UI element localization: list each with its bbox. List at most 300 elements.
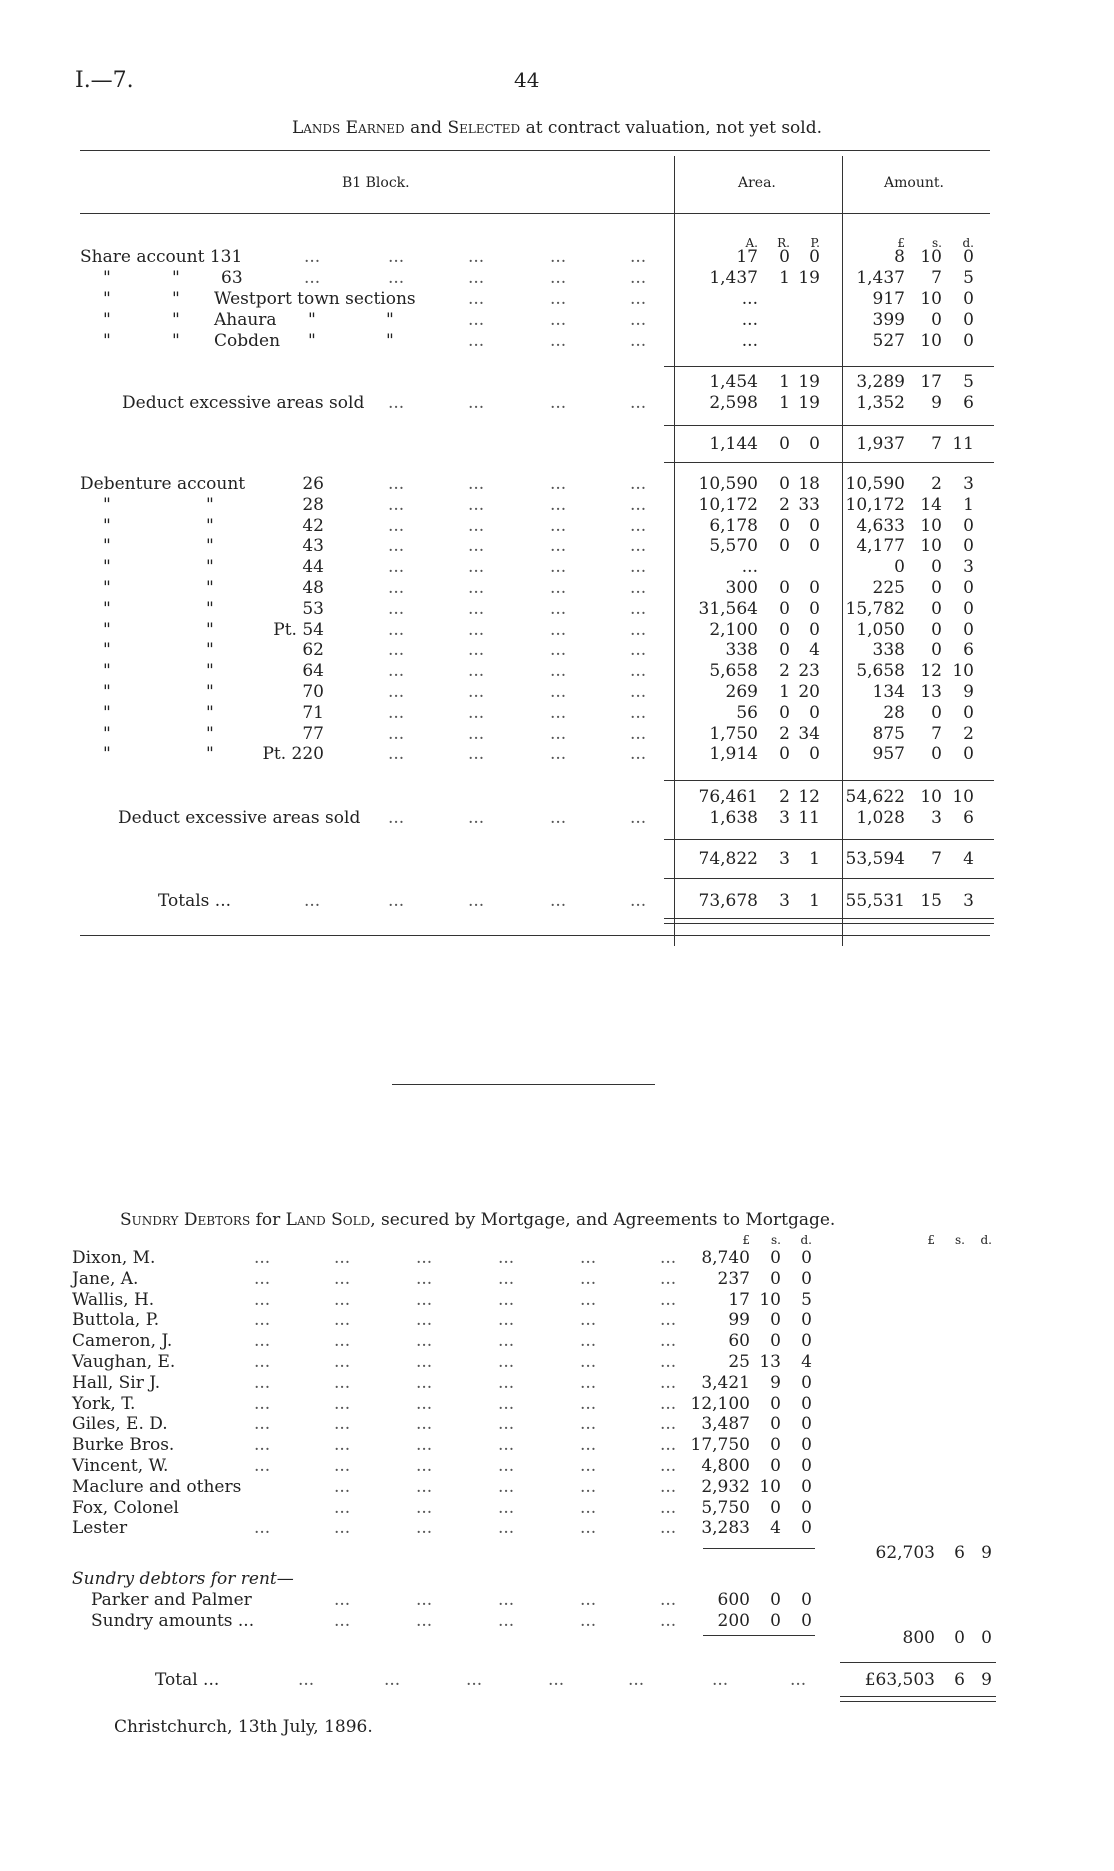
debtor-name: York, T. [72,1394,136,1414]
leader-dots: ... [498,1248,515,1268]
area-cell: 0 [809,599,820,619]
amount-cell: 917 [872,289,905,309]
account-number: 70 [302,682,324,702]
leader-dots: ... [388,891,405,911]
amount-cell: 527 [872,331,905,351]
amount-cell: 0 [963,536,974,556]
leader-dots: ... [580,1310,597,1330]
debtor-amount-cell: 0 [770,1456,781,1476]
ditto-mark: " [103,599,111,619]
leader-dots: ... [468,474,485,494]
leader-dots: ... [550,536,567,556]
title-part: Sundry Debtors [120,1210,251,1230]
area-cell: 0 [809,536,820,556]
leader-dots: ... [388,661,405,681]
grand-total-rule [840,1696,996,1697]
area-cell: 0 [779,744,790,764]
leader-dots: ... [468,640,485,660]
amount-cell: 0 [931,744,942,764]
amount-unit-label: d. [962,236,974,250]
leader-dots: ... [630,703,647,723]
leader-dots: ... [660,1498,677,1518]
area-cell: 0 [779,703,790,723]
debtor-amount-cell: 0 [770,1248,781,1268]
amount-cell: 0 [931,557,942,577]
area-cell: 34 [798,724,820,744]
amount-cell: 4,633 [856,516,905,536]
rent-debtor-name: Parker and Palmer [91,1590,252,1610]
account-number: 71 [302,703,324,723]
amount-cell: 0 [963,289,974,309]
area-cell: 2,598 [709,393,758,413]
ditto-mark: " [103,331,111,351]
debtor-amount-cell: 0 [770,1310,781,1330]
leader-dots: ... [388,268,405,288]
leader-dots: ... [550,495,567,515]
totals-label: Totals ... [158,891,231,911]
debtor-amount-cell: 17 [728,1290,750,1310]
leader-dots: ... [298,1670,315,1690]
leader-dots: ... [498,1352,515,1372]
leader-dots: ... [712,1670,729,1690]
debtor-name: Hall, Sir J. [72,1373,161,1393]
account-number: 62 [302,640,324,660]
account-number: 28 [302,495,324,515]
leader-dots: ... [498,1414,515,1434]
area-cell: 1,638 [709,808,758,828]
amount-cell: 10 [920,247,942,267]
debtor-amount-cell: 0 [801,1518,812,1538]
leader-dots: ... [254,1518,271,1538]
ditto-mark: " [103,289,111,309]
debtor-amount-cell: 0 [801,1269,812,1289]
debtor-name: Fox, Colonel [72,1498,179,1518]
share-row-label: Share account 131 [80,247,243,267]
leader-dots: ... [388,495,405,515]
amount-cell: 2 [931,474,942,494]
area-cell: 12 [798,787,820,807]
debtor-amount-cell: 0 [801,1373,812,1393]
leader-dots: ... [498,1394,515,1414]
leader-dots: ... [630,557,647,577]
leader-dots: ... [468,891,485,911]
amount-cell: 0 [963,516,974,536]
leader-dots: ... [660,1269,677,1289]
area-cell: 3 [779,808,790,828]
leader-dots: ... [550,268,567,288]
debtor-amount-cell: 0 [770,1331,781,1351]
debtor-amount-cell: 10 [759,1290,781,1310]
account-number: Pt. 220 [262,744,324,764]
leader-dots: ... [416,1456,433,1476]
amount-cell: 5,658 [856,661,905,681]
debtor-amount-cell: 4 [770,1518,781,1538]
leader-dots: ... [468,808,485,828]
leader-dots: ... [334,1590,351,1610]
amount-cell: 0 [963,599,974,619]
debtor-amount-cell: 0 [801,1310,812,1330]
amount-cell: 15 [920,891,942,911]
leader-dots: ... [498,1373,515,1393]
grand-total-rule [840,1662,996,1663]
area-unit-label: P. [810,236,820,250]
leader-dots: ... [334,1498,351,1518]
ditto-mark: " [172,289,180,309]
section-separator [392,1084,655,1085]
debtor-amount-cell: 4 [801,1352,812,1372]
debtor-name: Lester [72,1518,128,1538]
debtor-amount-cell: 0 [801,1477,812,1497]
subtotal-rule [664,839,994,840]
leader-dots: ... [304,268,321,288]
table-bottom-rule [80,935,990,936]
area-cell: 0 [779,247,790,267]
amount-cell: 1,028 [856,808,905,828]
leader-dots: ... [550,516,567,536]
leader-dots: ... [550,331,567,351]
leader-dots: ... [388,516,405,536]
leader-dots: ... [550,599,567,619]
ditto-mark: " [103,557,111,577]
leader-dots: ... [550,289,567,309]
leader-dots: ... [630,620,647,640]
total-amount-cell: 0 [954,1628,965,1648]
area-cell: 1 [779,268,790,288]
leader-dots: ... [334,1310,351,1330]
debtor-amount-cell: 0 [801,1248,812,1268]
leader-dots: ... [416,1331,433,1351]
totals-rule [664,918,994,919]
leader-dots: ... [416,1394,433,1414]
area-cell: 0 [779,620,790,640]
leader-dots: ... [550,703,567,723]
area-cell: 23 [798,661,820,681]
leader-dots: ... [334,1373,351,1393]
subtotal-rule [664,780,994,781]
amount-cell: 53,594 [845,849,905,869]
area-unit-label: A. [745,236,758,250]
amount-cell: 875 [872,724,905,744]
leader-dots: ... [254,1394,271,1414]
leader-dots: ... [630,331,647,351]
leader-dots: ... [254,1310,271,1330]
area-cell: 0 [779,578,790,598]
leader-dots: ... [630,268,647,288]
area-cell: ... [741,331,758,351]
area-cell: 6,178 [709,516,758,536]
leader-dots: ... [468,268,485,288]
leader-dots: ... [468,724,485,744]
leader-dots: ... [468,516,485,536]
area-cell: 2 [779,661,790,681]
subtotal-rule [664,425,994,426]
leader-dots: ... [334,1394,351,1414]
debtor-amount-cell: 0 [801,1331,812,1351]
amount-cell: 0 [963,247,974,267]
area-cell: ... [741,557,758,577]
account-number: 77 [302,724,324,744]
leader-dots: ... [660,1290,677,1310]
area-cell: 17 [736,247,758,267]
leader-dots: ... [630,289,647,309]
leader-dots: ... [580,1611,597,1631]
amount-cell: 28 [883,703,905,723]
total-amount-cell: 9 [981,1543,992,1563]
amount-cell: 1,050 [856,620,905,640]
ditto-mark: " [103,682,111,702]
area-cell: ... [741,289,758,309]
title-part: Lands Earned [291,118,405,138]
amount-cell: 10 [920,536,942,556]
leader-dots: ... [580,1590,597,1610]
total-amount-cell: 62,703 [875,1543,935,1563]
leader-dots: ... [254,1269,271,1289]
leader-dots: ... [498,1435,515,1455]
leader-dots: ... [550,557,567,577]
area-cell: 10,590 [698,474,758,494]
leader-dots: ... [254,1248,271,1268]
amount-cell: 3,289 [856,372,905,392]
amount-cell: 10 [952,787,974,807]
leader-dots: ... [660,1414,677,1434]
amount-cell: 3 [963,891,974,911]
amount-cell: 10 [920,516,942,536]
leader-dots: ... [550,640,567,660]
document-reference: I.—7. [75,68,134,93]
leader-dots: ... [468,661,485,681]
area-cell: 5,570 [709,536,758,556]
leader-dots: ... [334,1290,351,1310]
leader-dots: ... [468,310,485,330]
ditto-mark: " [103,536,111,556]
area-cell: 19 [798,268,820,288]
subtotal-rule [664,878,994,879]
amount-cell: 5 [963,372,974,392]
totals-rule [664,923,994,924]
amount-cell: 9 [963,682,974,702]
total-amount-cell: 6 [954,1543,965,1563]
leader-dots: ... [468,578,485,598]
area-cell: 1 [779,372,790,392]
amount-cell: 1,937 [856,434,905,454]
leader-dots: ... [550,891,567,911]
leader-dots: ... [334,1269,351,1289]
leader-dots: ... [388,744,405,764]
area-cell: 3 [779,891,790,911]
debtor-amount-cell: 600 [717,1590,750,1610]
amount-cell: 0 [894,557,905,577]
area-cell: 0 [779,536,790,556]
amount-cell: 0 [931,599,942,619]
leader-dots: ... [580,1477,597,1497]
share-row-label: 63 [221,268,243,288]
leader-dots: ... [416,1248,433,1268]
amount-cell: 3 [931,808,942,828]
area-cell: 74,822 [698,849,758,869]
ditto-mark: " [206,536,214,556]
amount-cell: 4,177 [856,536,905,556]
ditto-mark: " [308,331,316,351]
leader-dots: ... [498,1331,515,1351]
ditto-mark: " [308,310,316,330]
leader-dots: ... [468,682,485,702]
amount-cell: 0 [963,331,974,351]
debtor-amount-cell: 0 [770,1269,781,1289]
area-cell: 19 [798,393,820,413]
leader-dots: ... [334,1518,351,1538]
ditto-mark: " [386,310,394,330]
table-head-rule [80,213,990,214]
area-unit-label: R. [777,236,790,250]
area-cell: 5,658 [709,661,758,681]
leader-dots: ... [580,1456,597,1476]
amount-cell: 15,782 [845,599,905,619]
ditto-mark: " [103,268,111,288]
amount-cell: 10,172 [845,495,905,515]
leader-dots: ... [334,1331,351,1351]
title-part: Selected [447,118,521,138]
leader-dots: ... [550,808,567,828]
amount-cell: 7 [931,434,942,454]
ditto-mark: " [172,310,180,330]
ditto-mark: " [206,703,214,723]
ditto-mark: " [206,495,214,515]
table2-title [120,1210,835,1230]
leader-dots: ... [790,1670,807,1690]
leader-dots: ... [498,1269,515,1289]
leader-dots: ... [550,393,567,413]
leader-dots: ... [416,1373,433,1393]
subtotal-rule [703,1635,815,1636]
debtor-amount-cell: 0 [770,1498,781,1518]
area-cell: 269 [725,682,758,702]
leader-dots: ... [580,1373,597,1393]
area-cell: 0 [779,599,790,619]
amount-cell: 7 [931,268,942,288]
area-cell: 0 [809,516,820,536]
amount-cell: 7 [931,849,942,869]
debenture-label: Debenture account [80,474,246,494]
leader-dots: ... [254,1373,271,1393]
amount-cell: 2 [963,724,974,744]
amount-cell: 10 [920,331,942,351]
leader-dots: ... [498,1456,515,1476]
ditto-mark: " [103,516,111,536]
leader-dots: ... [388,640,405,660]
area-cell: 18 [798,474,820,494]
amount-cell: 1,437 [856,268,905,288]
leader-dots: ... [388,393,405,413]
leader-dots: ... [416,1290,433,1310]
debtor-amount-cell: 0 [770,1435,781,1455]
area-cell: 0 [809,703,820,723]
leader-dots: ... [630,724,647,744]
leader-dots: ... [388,599,405,619]
leader-dots: ... [550,310,567,330]
leader-dots: ... [660,1394,677,1414]
ditto-mark: " [206,557,214,577]
total-amount-cell: £63,503 [864,1670,935,1690]
ditto-mark: " [103,495,111,515]
table1-title [0,118,1114,138]
leader-dots: ... [550,620,567,640]
amount-cell: 10,590 [845,474,905,494]
leader-dots: ... [580,1498,597,1518]
deduct-label: Deduct excessive areas sold [122,393,365,413]
amount-cell: 0 [963,578,974,598]
debtor-amount-cell: 99 [728,1310,750,1330]
area-cell: 0 [809,744,820,764]
amount-cell: 0 [931,640,942,660]
ditto-mark: " [206,599,214,619]
leader-dots: ... [416,1352,433,1372]
ditto-mark: " [103,661,111,681]
ditto-mark: " [103,620,111,640]
leader-dots: ... [498,1310,515,1330]
title-part: Land Sold [285,1210,371,1230]
column-head-block: B1 Block. [342,175,410,191]
leader-dots: ... [498,1477,515,1497]
leader-dots: ... [254,1435,271,1455]
ditto-mark: " [172,268,180,288]
leader-dots: ... [468,744,485,764]
leader-dots: ... [388,724,405,744]
title-part: and [410,118,443,138]
amount-cell: 0 [963,744,974,764]
leader-dots: ... [580,1435,597,1455]
debtor-name: Maclure and others [72,1477,242,1497]
debtor-unit-label: £ [742,1233,750,1247]
grand-total-rule [840,1701,996,1702]
leader-dots: ... [388,557,405,577]
area-cell: 0 [809,620,820,640]
debtor-amount-cell: 0 [801,1435,812,1455]
leader-dots: ... [630,474,647,494]
ditto-mark: " [206,516,214,536]
debtor-unit-label: s. [771,1233,781,1247]
ditto-mark: " [206,640,214,660]
total-unit-label: d. [980,1233,992,1247]
area-cell: 2 [779,495,790,515]
share-row-label: Ahaura [214,310,277,330]
total-amount-cell: 9 [981,1670,992,1690]
amount-cell: 14 [920,495,942,515]
ditto-mark: " [103,744,111,764]
ditto-mark: " [206,724,214,744]
leader-dots: ... [416,1498,433,1518]
leader-dots: ... [468,703,485,723]
area-cell: 2 [779,724,790,744]
ditto-mark: " [103,640,111,660]
total-label: Total ... [155,1670,220,1690]
share-row-label: Cobden [214,331,281,351]
title-part: at contract valuation, not yet sold. [525,118,823,138]
amount-cell: 225 [872,578,905,598]
leader-dots: ... [254,1456,271,1476]
amount-cell: 8 [894,247,905,267]
leader-dots: ... [580,1352,597,1372]
leader-dots: ... [498,1290,515,1310]
leader-dots: ... [630,536,647,556]
leader-dots: ... [498,1590,515,1610]
amount-cell: 12 [920,661,942,681]
leader-dots: ... [630,247,647,267]
leader-dots: ... [468,331,485,351]
area-cell: 2 [779,787,790,807]
amount-cell: 13 [920,682,942,702]
ditto-mark: " [206,682,214,702]
leader-dots: ... [254,1352,271,1372]
